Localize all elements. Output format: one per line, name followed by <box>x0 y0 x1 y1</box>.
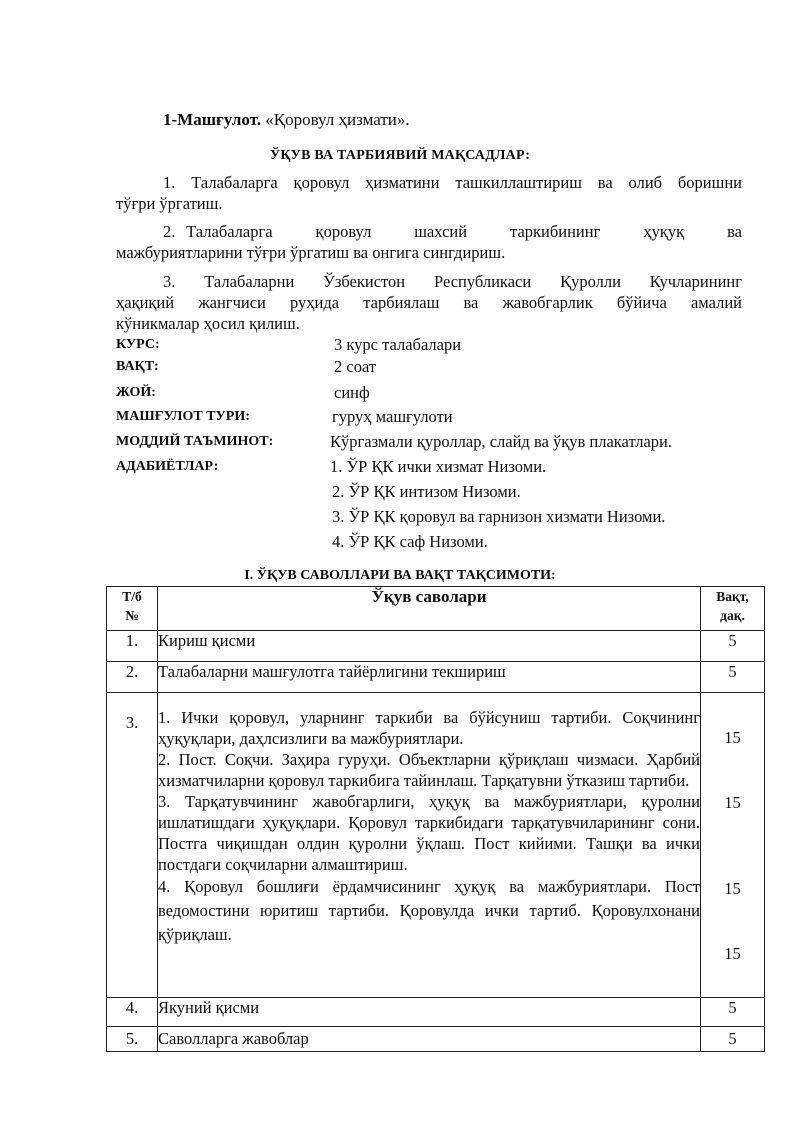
table-row <box>107 998 765 1027</box>
row-number: 1. <box>107 631 158 662</box>
goal-item-3: 3. Талабаларни Ўзбекистон Республикаси Қуролли Кучларининг ҳақиқий жангчиси руҳида тарбиялаш ва жавобгарлик бўйича амалий кўникмалар ҳосил қилиш. <box>116 272 742 333</box>
schedule-table <box>106 586 765 1052</box>
row-text: Якуний қисми <box>158 998 701 1027</box>
subtopic-time: 15 <box>724 793 741 812</box>
supply-label: МОДДИЙ ТАЪМИНОТ: <box>116 434 274 449</box>
table-row <box>107 631 765 662</box>
row-text: Кириш қисми <box>158 631 701 662</box>
lesson-topic: «Қоровул ҳизмати». <box>265 110 410 129</box>
type-label: МАШҒУЛОТ ТУРИ: <box>116 409 250 424</box>
subtopic: 4. Қоровул бошлиғи ёрдамчисининг ҳуқуқ ва мажбуриятлари. Пост ведомостини юритиш тартиби. Қоровулда ички тартиб. Қоровулхонани қўриқлаш. <box>158 877 700 944</box>
row-time: 5 <box>701 662 765 693</box>
course-label: КУРС: <box>116 337 160 352</box>
subtopic: 3. Тарқатувчининг жавобгарлиги, ҳуқуқ ва мажбуриятлари, қуролни ишлатишдаги ҳуқуқлари. Қоровул таркибидаги тарқатувчиларининг сони. Постга чиқишдан олдин қуролни ўқлаш. Пост кийими. Ташқи ва ички постдаги соқчиларни алмаштириш. <box>158 792 700 874</box>
lesson-title <box>163 110 410 130</box>
row-text: Саволларга жавоблар <box>158 1027 701 1052</box>
goal-item-1: 1. Талабаларга қоровул ҳизматини ташкиллаштириш ва олиб боришни тўғри ўргатиш. <box>116 173 742 213</box>
subtopic-time: 15 <box>724 879 741 898</box>
row-number: 5. <box>107 1027 158 1052</box>
header-questions: Ўқув саволари <box>158 587 701 631</box>
table-row <box>107 662 765 693</box>
place-label: ЖОЙ: <box>116 385 156 400</box>
literature-item: 4. ЎР ҚК саф Низоми. <box>332 532 488 551</box>
literature-item: 1. ЎР ҚК ички хизмат Низоми. <box>330 457 547 476</box>
subtopic-time: 15 <box>724 944 741 963</box>
row-time <box>701 693 765 998</box>
goal-item-2: 2. Талабаларга қоровул шахсий таркибининг ҳуқуқ ва мажбуриятларини тўғри ўргатиш ва онгига сингдириш. <box>116 222 742 262</box>
header-time: Вақт, дақ. <box>701 587 765 631</box>
row-text: Талабаларни машғулотга тайёрлигини текшириш <box>158 662 701 693</box>
table-row <box>107 1027 765 1052</box>
supply-value: Кўргазмали қуроллар, слайд ва ўқув плакатлари. <box>330 432 673 451</box>
table-header-row <box>107 587 765 631</box>
place-value: синф <box>334 383 370 402</box>
row-time: 5 <box>701 1027 765 1052</box>
row-time: 5 <box>701 631 765 662</box>
subtopic: 2. Пост. Соқчи. Заҳира гуруҳи. Объектларни қўриқлаш чизмаси. Ҳарбий хизматчиларни қоровул таркибига тайинлаш. Тарқатувни ўтказиш тартиби. <box>158 750 700 790</box>
literature-label: АДАБИЁТЛАР: <box>116 459 219 474</box>
table-row <box>107 693 765 998</box>
lesson-number: 1-Машғулот. <box>163 110 261 129</box>
schedule-title: I. ЎҚУВ САВОЛЛАРИ ВА ВАҚТ ТАҚСИМОТИ: <box>244 568 556 583</box>
header-number: Т/б № <box>107 587 158 631</box>
subtopic-time: 15 <box>724 728 741 747</box>
course-value: 3 курс талабалари <box>334 335 462 354</box>
type-value: гуруҳ машғулоти <box>332 407 453 426</box>
row-number: 3. <box>107 693 158 998</box>
row-time: 5 <box>701 998 765 1027</box>
time-value: 2 соат <box>334 357 377 376</box>
literature-item: 3. ЎР ҚК қоровул ва гарнизон хизмати Низоми. <box>332 507 666 526</box>
row-number: 4. <box>107 998 158 1027</box>
row-text <box>158 693 701 998</box>
row-number: 2. <box>107 662 158 693</box>
time-label: ВАҚТ: <box>116 359 159 374</box>
literature-item: 2. ЎР ҚК интизом Низоми. <box>332 482 521 501</box>
goals-heading: ЎҚУВ ВА ТАРБИЯВИЙ МАҚСАДЛАР: <box>269 148 531 163</box>
subtopic: 1. Ички қоровул, уларнинг таркиби ва бўйсуниш тартиби. Соқчининг ҳуқуқлари, даҳлсизлиги ва мажбуриятлари. <box>158 708 700 748</box>
